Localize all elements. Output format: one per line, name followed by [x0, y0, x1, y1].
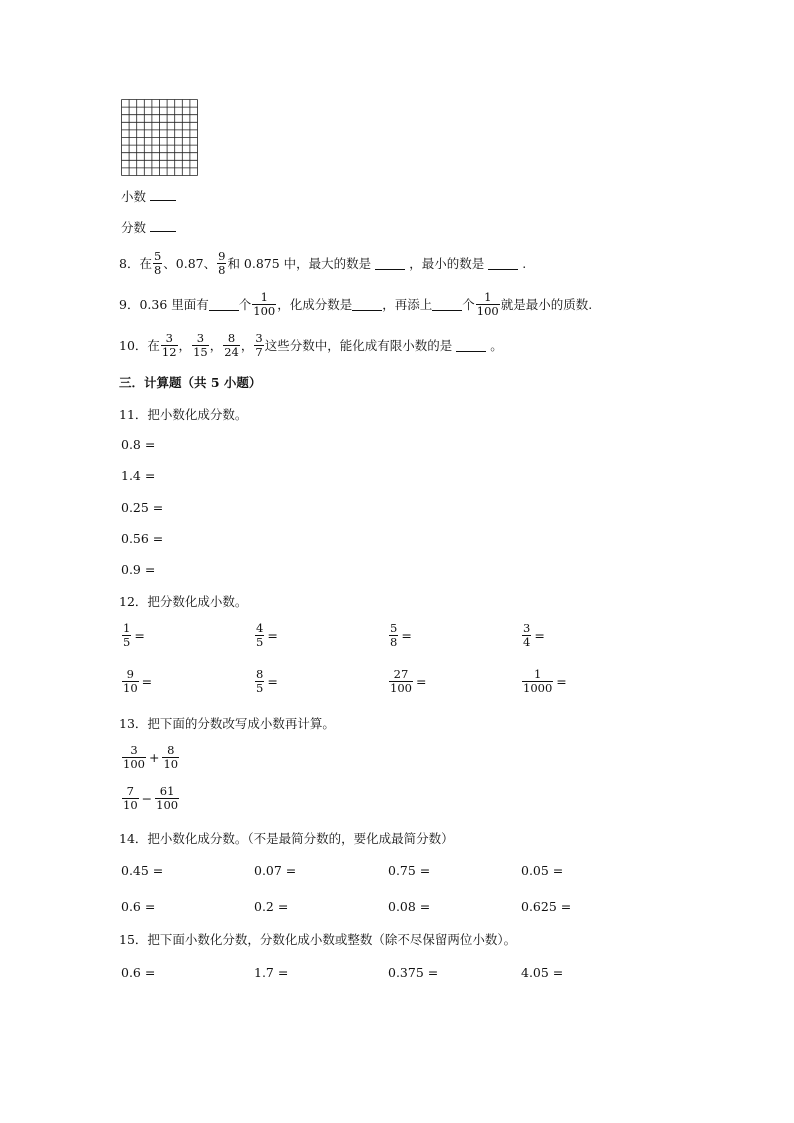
q11-item-4: 0.56 = — [121, 531, 164, 546]
q10-sep: ， — [178, 338, 192, 353]
q10-prefix: 10．在 — [119, 338, 160, 353]
q14-item-2: 0.07 = — [254, 863, 297, 878]
q12-item-5: $\frac{9}{10}$ = — [123, 667, 153, 695]
q8-end: . — [522, 255, 527, 271]
q13-title: 13．把下面的分数改写成小数再计算。 — [119, 716, 335, 731]
q8-blank-min[interactable] — [488, 257, 518, 270]
decimal-blank[interactable] — [150, 188, 176, 201]
q14-item-1: 0.45 = — [121, 863, 164, 878]
q15-title: 15．把下面小数化分数，分数化成小数或整数（除不尽保留两位小数）。 — [119, 932, 517, 947]
hundred-grid — [121, 99, 198, 176]
q11-item-2: 1.4 = — [121, 468, 156, 483]
q9-blank-2[interactable] — [352, 298, 382, 311]
q9-mid3: ，再添上 — [382, 297, 433, 312]
q9-mid2: ，化成分数是 — [277, 297, 353, 312]
q10-fraction-2: $\frac{3}{15}$ — [193, 330, 208, 359]
q10-fraction-4: $\frac{3}{7}$ — [255, 330, 263, 359]
q10-sep: ， — [209, 338, 223, 353]
q8-mid2: ，最小的数是 — [409, 256, 485, 271]
q8-blank-max[interactable] — [375, 257, 405, 270]
section-3-title: 三．计算题（共 5 小题） — [119, 375, 262, 390]
question-10 — [119, 328, 503, 362]
q9-mid4: 个 — [462, 297, 475, 312]
q14-item-4: 0.05 = — [521, 863, 564, 878]
q8-mid: 和 0.875 中，最大的数是 — [227, 256, 372, 271]
q9-blank-3[interactable] — [432, 298, 462, 311]
q8-fraction-1: $\frac{5}{8}$ — [153, 248, 162, 277]
q9-prefix: 9．0.36 里面有 — [119, 297, 209, 312]
q10-fraction-1: $\frac{3}{12}$ — [161, 330, 177, 359]
q8-sep1: 、0.87、 — [163, 256, 217, 271]
q9-fraction-2: $\frac{1}{100}$ — [476, 289, 499, 318]
fraction-blank[interactable] — [150, 219, 176, 232]
q11-title: 11．把小数化成分数。 — [119, 407, 248, 422]
q12-item-3: $\frac{5}{8}$ = — [390, 621, 412, 649]
q14-item-7: 0.08 = — [388, 899, 431, 914]
q10-blank[interactable] — [456, 339, 486, 352]
decimal-label: 小数 — [121, 189, 147, 204]
q14-title: 14．把小数化成分数。（不是最简分数的，要化成最简分数） — [119, 831, 454, 846]
q11-item-1: 0.8 = — [121, 437, 156, 452]
q14-item-8: 0.625 = — [521, 899, 572, 914]
fraction-line — [121, 219, 180, 236]
q9-end: 就是最小的质数. — [500, 297, 593, 312]
decimal-line — [121, 188, 180, 205]
q11-item-5: 0.9 = — [121, 562, 156, 577]
q15-item-3: 0.375 = — [388, 965, 439, 980]
q14-item-6: 0.2 = — [254, 899, 289, 914]
q8-fraction-2: $\frac{9}{8}$ — [218, 248, 226, 277]
q9-fraction-1: $\frac{1}{100}$ — [253, 289, 276, 318]
q13-expr-1: $\frac{3}{100}$ + $\frac{8}{10}$ — [123, 743, 179, 771]
q9-mid1: 个 — [238, 297, 252, 312]
question-9 — [119, 287, 592, 321]
q10-end: 。 — [490, 338, 503, 353]
q12-title: 12．把分数化成小数。 — [119, 594, 248, 609]
q8-prefix: 8．在 — [119, 256, 152, 271]
q14-item-3: 0.75 = — [388, 863, 431, 878]
question-8 — [119, 246, 526, 280]
q12-item-2: $\frac{4}{5}$ = — [256, 621, 278, 649]
q15-item-4: 4.05 = — [521, 965, 564, 980]
q12-item-4: $\frac{3}{4}$ = — [523, 621, 545, 649]
q10-sep: ， — [240, 338, 254, 353]
q12-item-1: $\frac{1}{5}$ = — [123, 621, 145, 649]
q9-blank-1[interactable] — [209, 298, 239, 311]
q15-item-2: 1.7 = — [254, 965, 289, 980]
q12-item-6: $\frac{8}{5}$ = — [256, 667, 278, 695]
q10-fraction-3: $\frac{8}{24}$ — [224, 330, 239, 359]
q12-item-8: $\frac{1}{1000}$ = — [523, 667, 567, 695]
q14-item-5: 0.6 = — [121, 899, 156, 914]
fraction-label: 分数 — [121, 220, 147, 235]
q13-expr-2: $\frac{7}{10}$ − $\frac{61}{100}$ — [123, 784, 179, 812]
q11-item-3: 0.25 = — [121, 500, 164, 515]
q10-mid: 这些分数中，能化成有限小数的是 — [264, 338, 453, 353]
q15-item-1: 0.6 = — [121, 965, 156, 980]
q12-item-7: $\frac{27}{100}$ = — [390, 667, 427, 695]
